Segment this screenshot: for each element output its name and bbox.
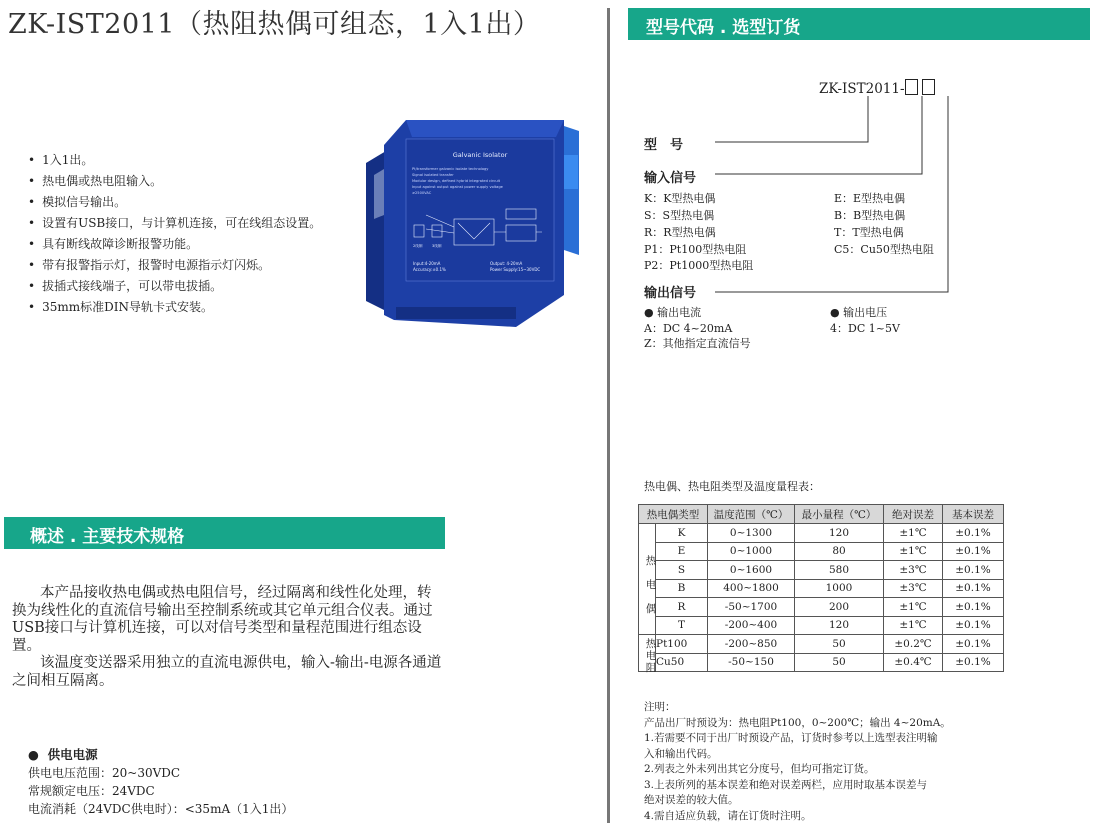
table-row bbox=[639, 635, 1004, 654]
table-header-row bbox=[639, 505, 1004, 524]
note-line: 产品出厂时预设为：热电阻Pt100，0~200℃；输出 4~20mA。 bbox=[644, 716, 951, 729]
output-signal-label: 输出信号 bbox=[644, 286, 697, 301]
table-cell: ±0.1% bbox=[943, 561, 1004, 580]
table-cell: 400~1800 bbox=[708, 579, 795, 598]
table-header: 绝对误差 bbox=[884, 505, 943, 524]
feature-item: • 拔插式接线端子，可以带电拔插。 bbox=[28, 276, 321, 297]
note-line: 2.列表之外未列出其它分度号，但均可指定订货。 bbox=[644, 763, 875, 775]
input-option: P1：Pt100型热电阻 bbox=[644, 243, 747, 256]
input-connector-line bbox=[715, 96, 922, 174]
feature-item: • 带有报警指示灯，报警时电源指示灯闪烁。 bbox=[28, 255, 321, 276]
output-option: A：DC 4~20mA bbox=[644, 322, 733, 335]
overview-paragraph: 本产品接收热电偶或热电阻信号，经过隔离和线性化处理，转换为线性化的直流信号输出至控制系统或其它单元组合仪表。通过USB接口与计算机连接，可以对信号类型和量程范围进行组态设置。 bbox=[12, 585, 433, 654]
output-option: 4：DC 1~5V bbox=[830, 322, 900, 335]
input-option: C5：Cu50型热电阻 bbox=[834, 243, 934, 256]
notes bbox=[644, 700, 994, 824]
table-cell: T bbox=[656, 616, 708, 635]
overview-paragraph: 该温度变送器采用独立的直流电源供电，输入-输出-电源各通道之间相互隔离。 bbox=[12, 655, 442, 689]
table-cell: 50 bbox=[795, 653, 884, 672]
table-cell: ±0.1% bbox=[943, 579, 1004, 598]
device-base bbox=[396, 307, 516, 319]
table-cell: S bbox=[656, 561, 708, 580]
output-code-box bbox=[922, 79, 935, 95]
device-line: ≥2500VAC bbox=[412, 191, 432, 195]
table-cell: ±0.1% bbox=[943, 635, 1004, 654]
device-line: Input against output against power supply voltage bbox=[412, 185, 503, 189]
table-cell: ±3℃ bbox=[884, 561, 943, 580]
input-option: K：K型热电偶 bbox=[644, 192, 716, 205]
feature-item: • 35mm标准DIN导轨卡式安装。 bbox=[28, 297, 321, 318]
input-option: R：R型热电偶 bbox=[644, 226, 716, 239]
group-label-rtd: 热电阻 bbox=[645, 638, 657, 674]
table-cell: ±0.1% bbox=[943, 616, 1004, 635]
feature-item: • 具有断线故障诊断报警功能。 bbox=[28, 234, 321, 255]
note-line: 入和输出代码。 bbox=[644, 747, 718, 760]
table-cell: -200~850 bbox=[708, 635, 795, 654]
output-option: Z：其他指定直流信号 bbox=[644, 337, 751, 350]
table-cell: 0~1600 bbox=[708, 561, 795, 580]
input-option: B：B型热电偶 bbox=[834, 209, 906, 222]
table-header: 基本误差 bbox=[943, 505, 1004, 524]
table-cell: ±0.1% bbox=[943, 542, 1004, 561]
table-cell: ±0.1% bbox=[943, 653, 1004, 672]
table-cell: 50 bbox=[795, 635, 884, 654]
table-cell: -50~150 bbox=[708, 653, 795, 672]
table-cell: ±0.1% bbox=[943, 598, 1004, 617]
table-cell: ±1℃ bbox=[884, 616, 943, 635]
device-label-panel bbox=[406, 139, 554, 281]
table-cell: R bbox=[656, 598, 708, 617]
table-header: 最小量程（℃） bbox=[795, 505, 884, 524]
range-table bbox=[638, 504, 1004, 672]
table-cell: E bbox=[656, 542, 708, 561]
table-cell: Pt100 bbox=[656, 635, 708, 654]
table-cell: 0~1000 bbox=[708, 542, 795, 561]
input-option: T：T型热电偶 bbox=[834, 226, 904, 239]
power-title: ● 供电电源 bbox=[28, 747, 98, 762]
output-option: ● 输出电压 bbox=[830, 306, 888, 319]
overview-text bbox=[12, 585, 442, 690]
table-cell: ±1℃ bbox=[884, 524, 943, 543]
model-connector-line bbox=[715, 96, 868, 142]
note-line: 注明： bbox=[644, 701, 676, 713]
table-cell: ±0.2℃ bbox=[884, 635, 943, 654]
order-code-prefix: ZK-IST2011- bbox=[819, 81, 905, 97]
feature-item: • 1入1出。 bbox=[28, 150, 321, 171]
table-cell: 580 bbox=[795, 561, 884, 580]
table-header: 温度范围（℃） bbox=[708, 505, 795, 524]
column-divider bbox=[607, 8, 610, 823]
overview-section-header: 概述 . 主要技术规格 bbox=[4, 517, 445, 549]
feature-item: • 模拟信号输出。 bbox=[28, 192, 321, 213]
device-top bbox=[406, 120, 564, 137]
feature-item: • 设置有USB接口，与计算机连接，可在线组态设置。 bbox=[28, 213, 321, 234]
device-clip bbox=[374, 169, 384, 219]
table-row bbox=[639, 598, 1004, 617]
output-option: ● 输出电流 bbox=[644, 306, 702, 319]
feature-list bbox=[28, 150, 321, 318]
device-power-spec: Power Supply:15~30VDC bbox=[490, 267, 541, 272]
page-title: ZK-IST2011（热阻热偶可组态，1入1出） bbox=[8, 9, 541, 40]
table-header: 热电偶类型 bbox=[639, 505, 708, 524]
input-option: E：E型热电偶 bbox=[834, 192, 906, 205]
note-line: 1.若需要不同于出厂时预设产品，订货时参考以上选型表注明输 bbox=[644, 732, 938, 744]
device-terminal-label: 3线制 bbox=[432, 244, 442, 248]
note-line: 4.需自适应负载，请在订货时注明。 bbox=[644, 809, 812, 822]
table-cell: ±1℃ bbox=[884, 598, 943, 617]
device-accuracy-spec: Accuracy:±0.1% bbox=[413, 267, 446, 272]
table-cell: 120 bbox=[795, 524, 884, 543]
table-row bbox=[639, 579, 1004, 598]
device-line: Modular design, defined hybrid integrated circuit bbox=[412, 179, 501, 183]
device-image bbox=[366, 115, 579, 327]
table-cell: 120 bbox=[795, 616, 884, 635]
table-cell: K bbox=[656, 524, 708, 543]
table-cell: ±0.4℃ bbox=[884, 653, 943, 672]
table-caption: 热电偶、热电阻类型及温度量程表： bbox=[644, 480, 820, 493]
table-cell: B bbox=[656, 579, 708, 598]
table-cell: ±3℃ bbox=[884, 579, 943, 598]
table-row bbox=[639, 653, 1004, 672]
input-code-box bbox=[905, 79, 918, 95]
device-terminal-label: 2线制 bbox=[413, 244, 423, 248]
table-cell: 0~1300 bbox=[708, 524, 795, 543]
table-cell: -200~400 bbox=[708, 616, 795, 635]
table-cell: Cu50 bbox=[656, 653, 708, 672]
table-cell: 200 bbox=[795, 598, 884, 617]
device-line: Pt/transformer galvanic isolate technology bbox=[412, 167, 489, 171]
power-rated-voltage: 常规额定电压：24VDC bbox=[28, 784, 155, 798]
device-connector bbox=[564, 155, 578, 189]
note-line: 绝对误差的较大值。 bbox=[644, 794, 739, 806]
device-input-spec: Input:4-20mA bbox=[413, 261, 441, 266]
device-header: Galvanic Isolator bbox=[452, 151, 508, 159]
table-row bbox=[639, 561, 1004, 580]
table-row bbox=[639, 524, 1004, 543]
input-option: P2：Pt1000型热电阻 bbox=[644, 259, 754, 272]
order-section-header: 型号代码 . 选型订货 bbox=[628, 8, 1090, 40]
table-row bbox=[639, 542, 1004, 561]
power-title-text: 供电电源 bbox=[47, 747, 98, 762]
device-output-spec: Output: 4-20mA bbox=[490, 261, 523, 266]
input-signal-label: 输入信号 bbox=[644, 171, 697, 186]
model-label: 型 号 bbox=[644, 138, 684, 153]
table-cell: -50~1700 bbox=[708, 598, 795, 617]
group-label-tc: 热电偶 bbox=[645, 555, 657, 615]
input-option: S：S型热电偶 bbox=[644, 209, 715, 222]
table-cell: 80 bbox=[795, 542, 884, 561]
table-row bbox=[639, 616, 1004, 635]
device-line: Signal isolated transfer bbox=[412, 173, 454, 177]
table-cell: 1000 bbox=[795, 579, 884, 598]
table-cell: ±0.1% bbox=[943, 524, 1004, 543]
power-current: 电流消耗（24VDC供电时）：<35mA（1入1出） bbox=[28, 802, 294, 816]
power-voltage-range: 供电电压范围：20~30VDC bbox=[28, 766, 181, 780]
note-line: 3.上表所列的基本误差和绝对误差两栏，应用时取基本误差与 bbox=[644, 778, 928, 791]
feature-item: • 热电偶或热电阻输入。 bbox=[28, 171, 321, 192]
table-cell: ±1℃ bbox=[884, 542, 943, 561]
